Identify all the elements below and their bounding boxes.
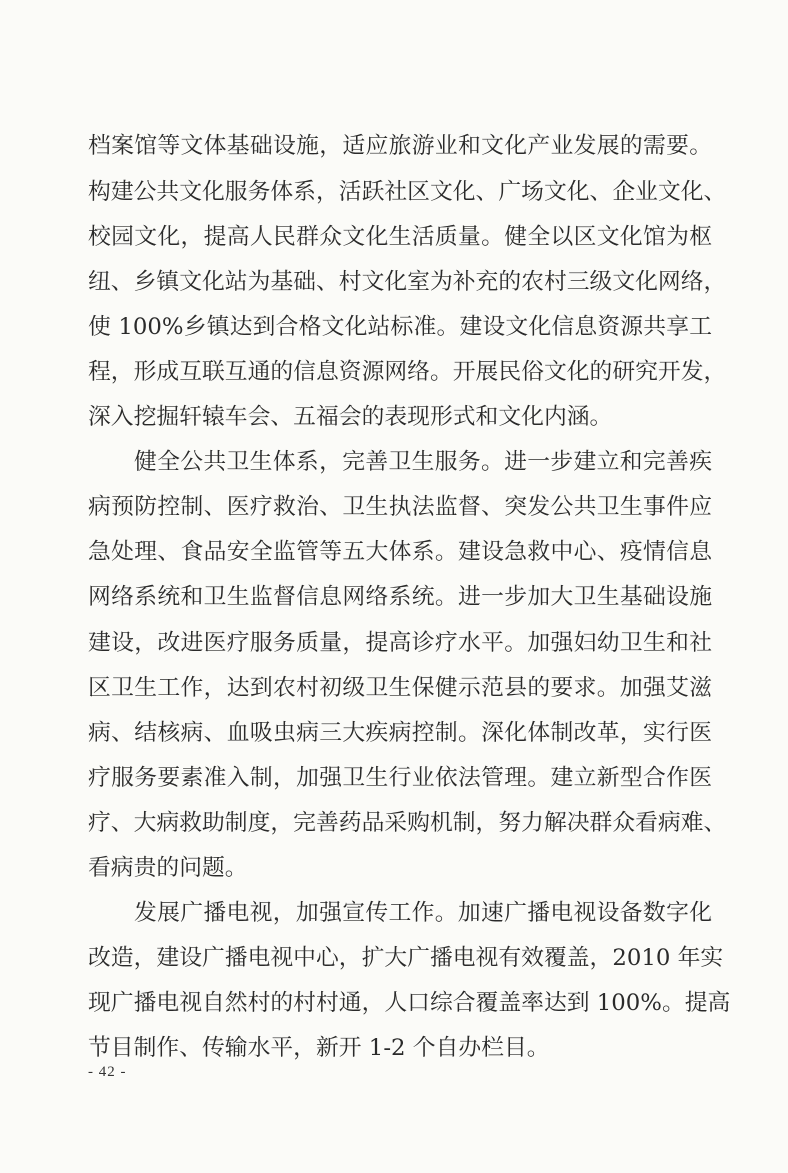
text-line: 档案馆等文体基础设施，适应旅游业和文化产业发展的需要。 xyxy=(88,133,712,159)
text-line: 疗服务要素准入制，加强卫生行业依法管理。建立新型合作医 xyxy=(88,765,712,791)
text-line: 程，形成互联互通的信息资源网络。开展民俗文化的研究开发， xyxy=(88,359,727,385)
text-line: 构建公共文化服务体系，活跃社区文化、广场文化、企业文化、 xyxy=(88,179,727,205)
text-line: 纽、乡镇文化站为基础、村文化室为补充的农村三级文化网络， xyxy=(88,269,727,295)
text-line: 改造，建设广播电视中心，扩大广播电视有效覆盖，2010 年实 xyxy=(88,945,724,971)
text-line: 发展广播电视，加强宣传工作。加速广播电视设备数字化 xyxy=(134,900,712,926)
page-number: - 42 - xyxy=(88,1064,127,1080)
text-line: 病、结核病、血吸虫病三大疾病控制。深化体制改革，实行医 xyxy=(88,720,712,746)
text-line: 疗、大病救助制度，完善药品采购机制，努力解决群众看病难、 xyxy=(88,810,727,836)
text-line: 使 100%乡镇达到合格文化站标准。建设文化信息资源共享工 xyxy=(88,314,712,340)
text-line: 节目制作、传输水平，新开 1-2 个自办栏目。 xyxy=(88,1035,550,1061)
text-line: 区卫生工作，达到农村初级卫生保健示范县的要求。加强艾滋 xyxy=(88,675,712,701)
text-line: 网络系统和卫生监督信息网络系统。进一步加大卫生基础设施 xyxy=(88,584,712,610)
text-line: 深入挖掘轩辕车会、五福会的表现形式和文化内涵。 xyxy=(88,404,613,430)
text-line: 现广播电视自然村的村村通，人口综合覆盖率达到 100%。提高 xyxy=(88,990,731,1016)
text-line: 病预防控制、医疗救治、卫生执法监督、突发公共卫生事件应 xyxy=(88,494,712,520)
text-line: 建设，改进医疗服务质量，提高诊疗水平。加强妇幼卫生和社 xyxy=(88,630,712,656)
text-line: 看病贵的问题。 xyxy=(88,855,248,881)
text-line: 校园文化，提高人民群众文化生活质量。健全以区文化馆为枢 xyxy=(88,224,712,250)
text-line: 急处理、食品安全监管等五大体系。建设急救中心、疫情信息 xyxy=(88,539,712,565)
text-line: 健全公共卫生体系，完善卫生服务。进一步建立和完善疾 xyxy=(134,449,712,475)
